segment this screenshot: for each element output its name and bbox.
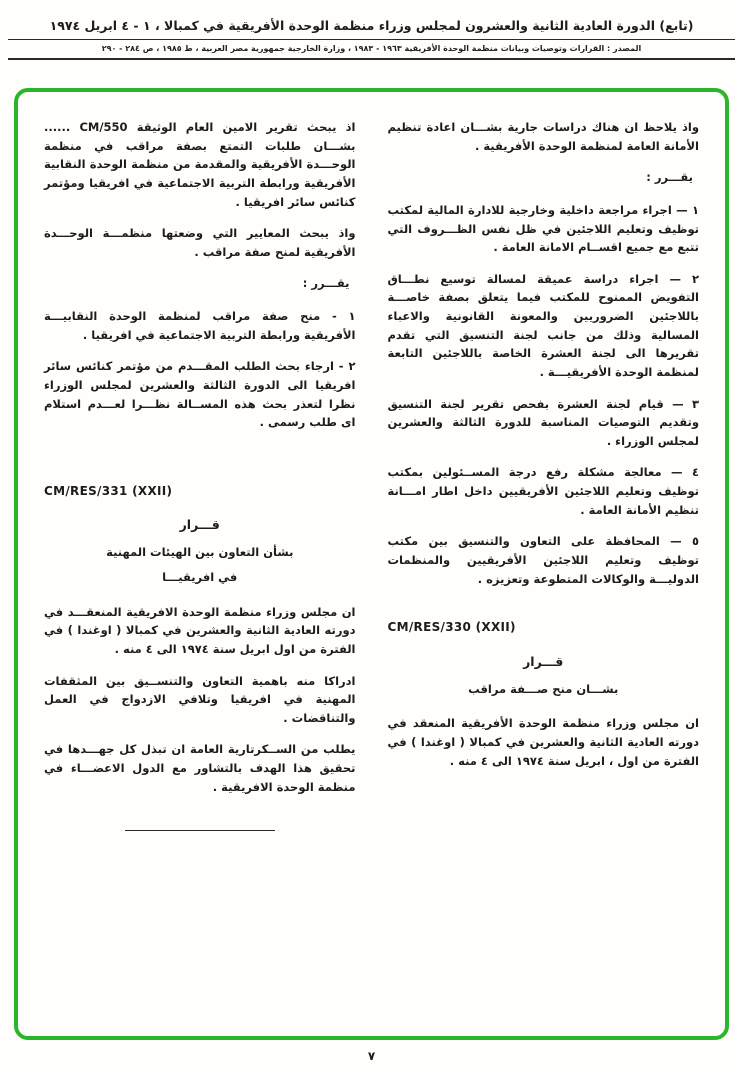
- noting-paragraph: واذ يلاحظ ان هناك دراسات جارية بشـــان اعادة تنظيم الأمانة العامة لمنظمة الوحدة الأفريقية .: [387, 120, 699, 153]
- column-right: [388, 118, 700, 1016]
- column-left: [44, 118, 356, 1016]
- doc-ref: CM/RES/330 (XXII): [387, 620, 516, 635]
- content-border: [14, 88, 729, 1040]
- resolution-subtitle-line-1: بشأن التعاون بين الهيئات المهنية: [106, 545, 294, 560]
- two-column-layout: [44, 118, 699, 1016]
- source-line: المصدر : القرارات وتوصيات وبيانات منظمة الوحدة الأفريقية ١٩٦٣ - ١٩٨٣ ، وزارة الخارجية جمهورية مصر العربية ، ط ١٩٨٥ ، ص ٢٨٤ - ٢٩٠: [101, 44, 642, 53]
- resolution-subtitle-line-2: في افريقيـــا: [162, 570, 238, 585]
- resolution-item-5: ٥ — المحافظة على التعاون والتنسيق بين مكتب توظيف وتعليم اللاجئين الأفريقيين والمنظمات الدوليـــة والوكالات المتطوعة وتعزيزه .: [387, 534, 699, 586]
- header-divider-thick: [8, 58, 735, 60]
- decides-heading: يقـــرر :: [646, 170, 693, 185]
- decides-heading: يقـــرر :: [302, 276, 350, 291]
- resolution-item-1: ١ — اجراء مراجعة داخلية وخارجية للادارة المالية لمكتب توظيف وتعليم اللاجئين في ظل نفس الظـــروف التي تتبع مع جميع اقســام الامانة العامة .: [387, 202, 699, 255]
- resolution-item-1: ١ - منح صفة مراقب لمنظمة الوحدة النقابيـــة الأفريقية ورابطة التربية الاجتماعية في افريقيا .: [44, 309, 356, 342]
- page-header: [0, 0, 743, 60]
- resolution-subtitle: بشـــان منح صـــفة مراقب: [468, 681, 619, 696]
- opening-paragraph: ان مجلس وزراء منظمة الوحدة الافريقية المنعقـــد في دورته العادية الثانية والعشرين في كمبالا ( اوغندا ) في الفترة من اول ابريل سنة ١٩٧٤ الى ٤ منه .: [44, 604, 356, 656]
- resolution-title: قـــرار: [179, 517, 220, 533]
- resolution-item-3: ٣ — قيام لجنة العشرة بفحص تقرير لجنة التنسيق وتقديم التوصيات المناسبة للدورة الثالثة والعشرين لمجلس الوزراء .: [387, 396, 699, 448]
- header-divider-thin: [8, 39, 735, 40]
- resolution-item-2: ٢ — اجراء دراسة عميقة لمسالة توسيع نطـــاق التفويض الممنوح للمكتب فيما يتعلق بصفة خاصـــة باللاجئين الضروريين والمعونة القانونية والاعباء المسالية وذلك من جانب لجنة التنسيق التي تقدم تقريرها الى لجنة العشرة الخاصة باللاجئين التابعة لمنظمة الوحدة الأفريقيـــة .: [387, 271, 699, 379]
- page-number: ٧: [367, 1049, 376, 1063]
- criteria-paragraph: واذ يبحث المعايير التي وضعتها منظمـــة الوحـــدة الأفريقية لمنح صفة مراقب .: [44, 226, 356, 259]
- closing-paragraph: ان مجلس وزراء منظمة الوحدة الأفريقية المنعقد في دورته العادية الثانية والعشرين في كمبالا ( اوغندا ) في الفترة من اول ، ابريل سنة ١٩٧٤ الى ٤ منه .: [387, 716, 699, 768]
- resolution-item-4: ٤ — معالجة مشكلة رفع درجة المســئولين بمكتب توظيف وتعليم اللاجئين الأفريقيين داخل اطار امـــانة تنظيم الأمانة العامة .: [387, 465, 699, 517]
- resolution-title: قـــرار: [523, 653, 564, 669]
- request-paragraph: يطلب من الســكرتارية العامة ان تبذل كل جهـــدها في تحقيق هذا الهدف بالتشاور مع الدول الاعضـــاء في منظمة الوحدة الافريقية .: [44, 742, 356, 794]
- considering-paragraph: اذ يبحث تقرير الامين العام الوثيقة CM/550 ...... بشـــان طلبات التمتع بصفة مراقب في منظمة الوحـــدة الأفريقية والمقدمة من منظمة الوحدة النقابية الأفريقية ورابطة التربية الاجتماعية في افريقيا ومؤتمر كنائس سائر افريقيا .: [44, 120, 356, 209]
- header-title: (تابع) الدورة العادية الثانية والعشرون لمجلس وزراء منظمة الوحدة الأفريقية في كمبالا ، ١ - ٤ ابريل ١٩٧٤: [49, 18, 694, 33]
- awareness-paragraph: ادراكا منه باهمية التعاون والتنســيق بين المثقفات المهنية في افريقيا وتلافي الازدواج في العمل والتناقضات .: [44, 673, 356, 725]
- doc-ref: CM/RES/331 (XXII): [44, 483, 173, 498]
- resolution-item-2: ٢ - ارجاء بحث الطلب المقـــدم من مؤتمر كنائس سائر افريقيا الى الدورة الثالثة والعشرين لمجلس الوزراء نظرا لتعذر بحث هذه المســالة نظـــرا لعـــدم استلام اى طلب رسمى .: [44, 359, 356, 430]
- section-divider: [125, 830, 275, 831]
